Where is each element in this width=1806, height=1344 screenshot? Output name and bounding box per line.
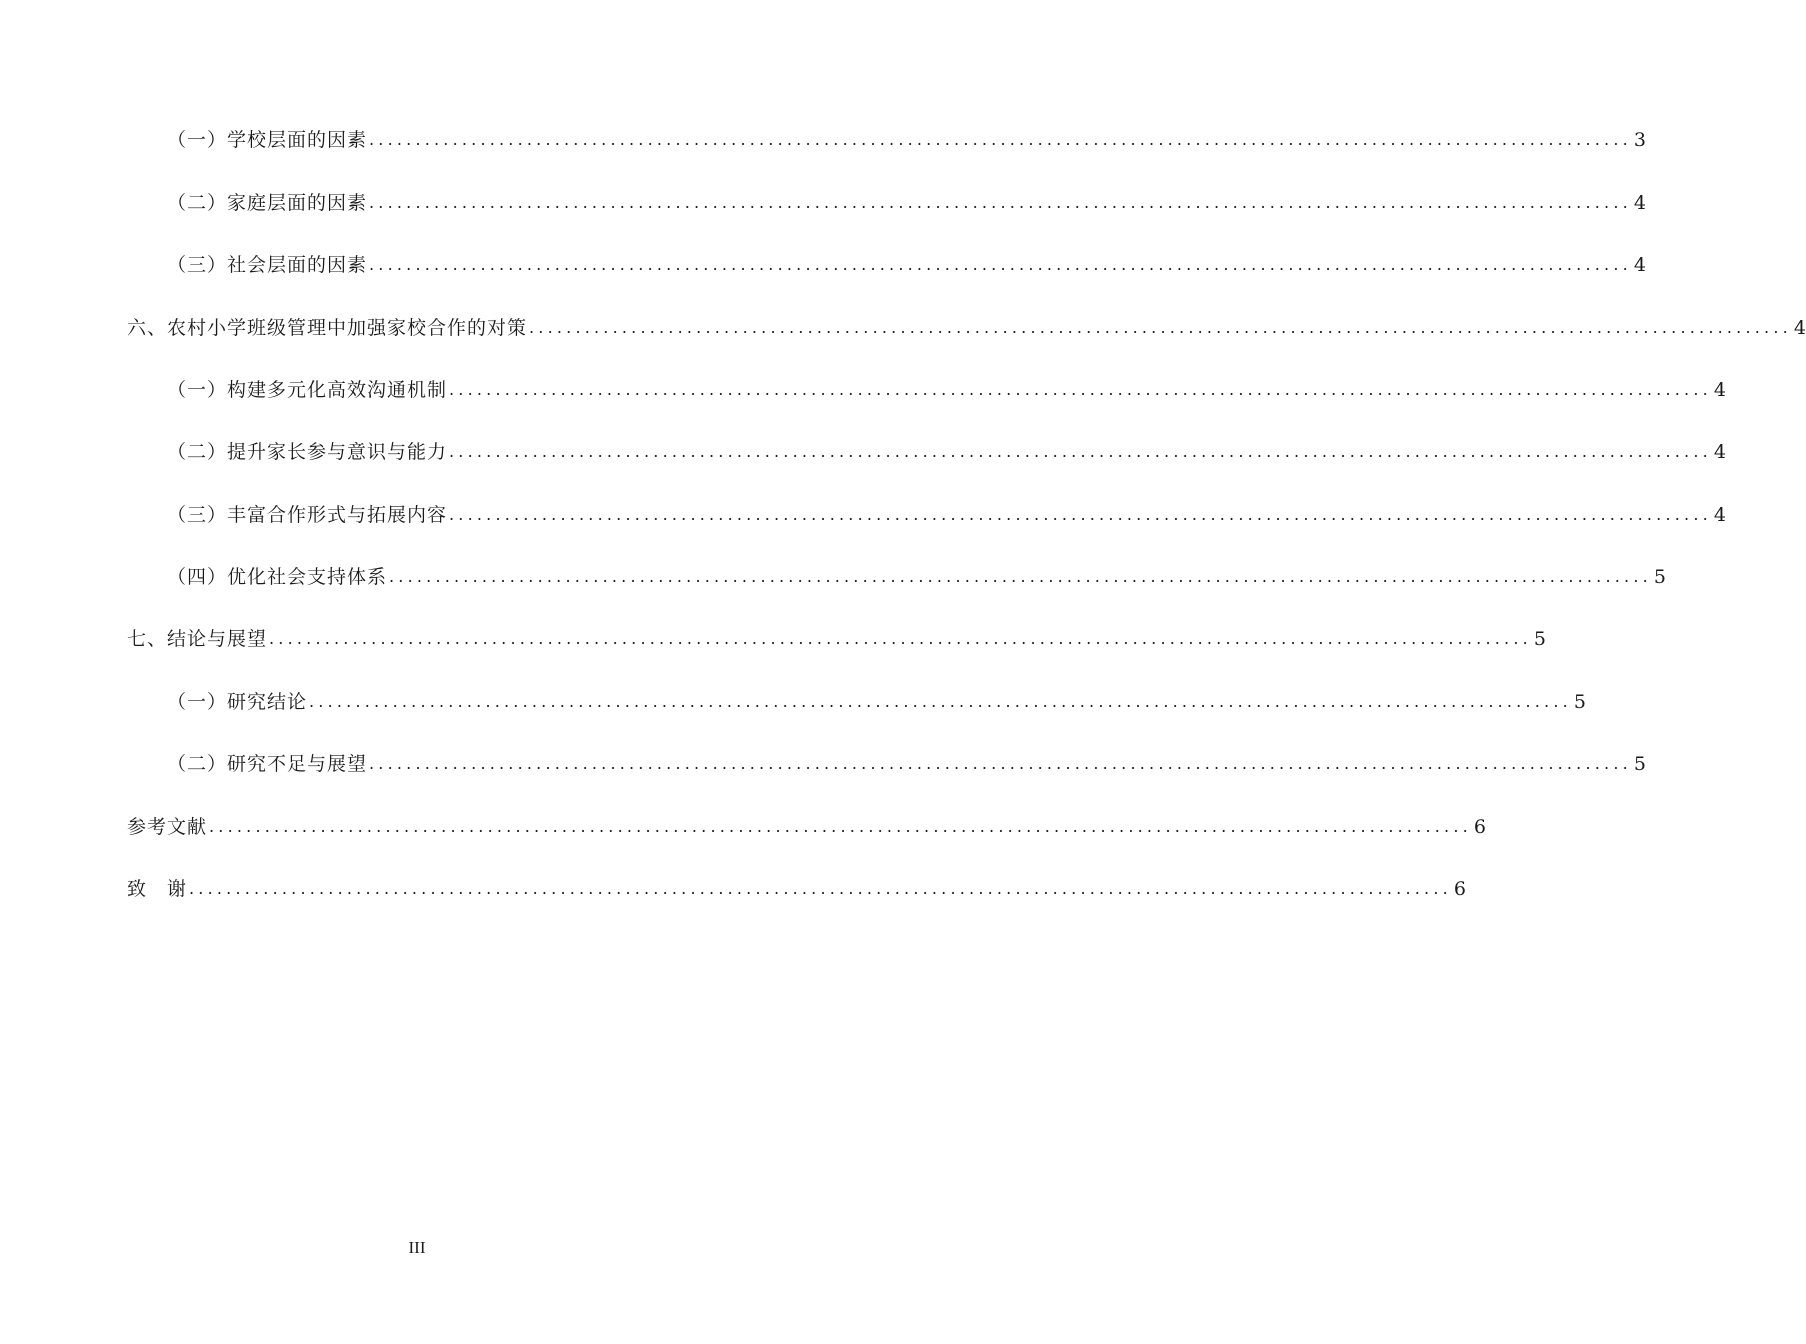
page-number: III xyxy=(408,1238,426,1257)
toc-dot-leader: ........................................................................................................................................ xyxy=(269,629,1532,648)
toc-entry[interactable] xyxy=(167,250,1646,280)
toc-entry-page: 4 xyxy=(1633,254,1646,276)
toc-entry-page: 5 xyxy=(1573,691,1586,713)
toc-entry-title: （四）优化社会支持体系 xyxy=(167,566,388,588)
toc-entry-title: （二）家庭层面的因素 xyxy=(167,192,368,214)
toc-dot-leader: ........................................................................................................................................ xyxy=(309,692,1572,711)
toc-dot-leader: ........................................................................................................................................ xyxy=(369,130,1632,149)
toc-entry-title: （二）提升家长参与意识与能力 xyxy=(167,441,448,463)
toc-entry-title: （一）构建多元化高效沟通机制 xyxy=(167,379,448,401)
toc-entry[interactable] xyxy=(167,188,1646,218)
toc-dot-leader: ........................................................................................................................................ xyxy=(189,879,1452,898)
toc-entry-page: 4 xyxy=(1713,441,1726,463)
toc-entry-page: 6 xyxy=(1473,816,1486,838)
toc-entry-title: 七、结论与展望 xyxy=(127,628,268,650)
toc-dot-leader: ........................................................................................................................................ xyxy=(449,505,1712,524)
toc-entry-page: 4 xyxy=(1713,504,1726,526)
toc-entry-title: 参考文献 xyxy=(127,816,208,838)
toc-entry[interactable] xyxy=(127,874,1466,904)
toc-entry[interactable] xyxy=(167,562,1666,592)
toc-entry-title: （三）丰富合作形式与拓展内容 xyxy=(167,504,448,526)
toc-dot-leader: ........................................................................................................................................ xyxy=(369,255,1632,274)
toc-dot-leader: ........................................................................................................................................ xyxy=(369,754,1632,773)
toc-entry[interactable] xyxy=(127,313,1806,343)
toc-entry[interactable] xyxy=(167,687,1586,717)
toc-dot-leader: ........................................................................................................................................ xyxy=(449,380,1712,399)
toc-entry-page: 4 xyxy=(1713,379,1726,401)
toc-dot-leader: ........................................................................................................................................ xyxy=(209,817,1472,836)
toc-entry[interactable] xyxy=(167,437,1726,467)
toc-entry-page: 3 xyxy=(1633,129,1646,151)
toc-entry-page: 5 xyxy=(1653,566,1666,588)
toc-entry[interactable] xyxy=(167,749,1646,779)
toc-dot-leader: ........................................................................................................................................ xyxy=(369,193,1632,212)
toc-entry[interactable] xyxy=(127,812,1486,842)
toc-entry-title: （一）学校层面的因素 xyxy=(167,129,368,151)
toc-entry-page: 5 xyxy=(1533,628,1546,650)
toc-dot-leader: ........................................................................................................................................ xyxy=(449,442,1712,461)
toc-entry-title: （一）研究结论 xyxy=(167,691,308,713)
toc-entry[interactable] xyxy=(167,375,1726,405)
toc-entry[interactable] xyxy=(167,125,1646,155)
toc-dot-leader: ........................................................................................................................................ xyxy=(529,318,1792,337)
toc-entry-title: 致 谢 xyxy=(127,878,188,900)
toc-entry-page: 5 xyxy=(1633,753,1646,775)
toc-entry-title: 六、农村小学班级管理中加强家校合作的对策 xyxy=(127,317,528,339)
toc-dot-leader: ........................................................................................................................................ xyxy=(389,567,1652,586)
toc-entry[interactable] xyxy=(167,500,1726,530)
toc-entry-title: （三）社会层面的因素 xyxy=(167,254,368,276)
toc-entry-page: 6 xyxy=(1453,878,1466,900)
toc-entry-page: 4 xyxy=(1793,317,1806,339)
toc-entry-page: 4 xyxy=(1633,192,1646,214)
toc-entry-title: （二）研究不足与展望 xyxy=(167,753,368,775)
toc-entry[interactable] xyxy=(127,624,1546,654)
